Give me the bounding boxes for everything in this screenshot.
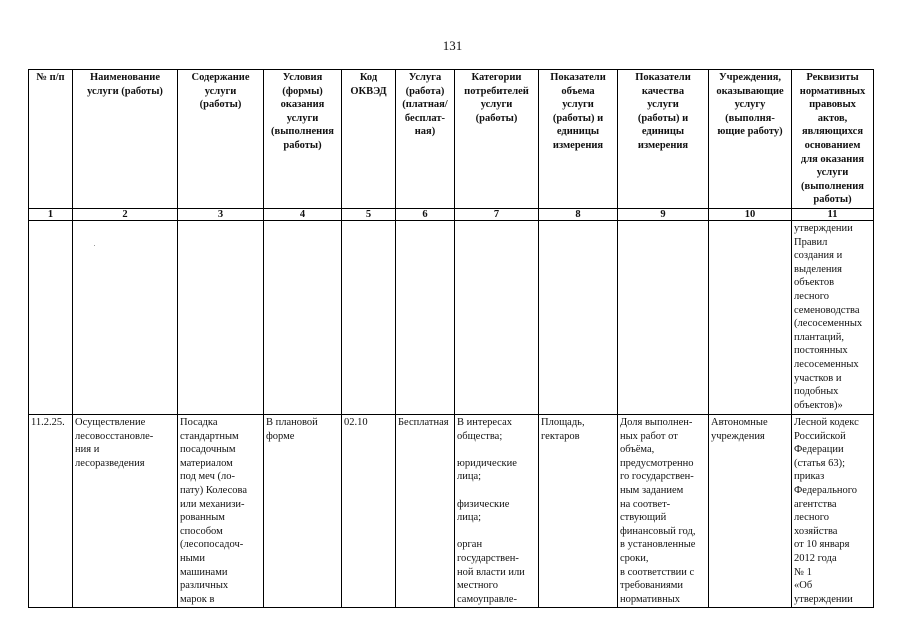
text-line: для оказания bbox=[800, 153, 865, 165]
text-line: лесного bbox=[794, 290, 829, 302]
consumer-categories-cell bbox=[455, 415, 539, 608]
consumer-legal-entities bbox=[457, 457, 536, 484]
text-line: требованиями bbox=[620, 580, 684, 592]
text-line: услуги bbox=[480, 99, 513, 111]
text-line: (лесопосадоч- bbox=[180, 539, 244, 551]
text-line: (работы) и bbox=[637, 112, 689, 124]
header-col-10 bbox=[709, 70, 792, 209]
text-line: единицы bbox=[641, 126, 685, 138]
text-line: правовых bbox=[809, 99, 856, 111]
text-line: ных работ от bbox=[620, 430, 678, 442]
text-line: финансовый год, bbox=[620, 525, 696, 537]
service-name-cell bbox=[73, 415, 178, 608]
text-line: объема bbox=[561, 85, 595, 97]
text-line: услуги bbox=[204, 85, 237, 97]
text-line: на соответ- bbox=[620, 498, 671, 510]
continued-acts-cell bbox=[792, 221, 874, 415]
text-line: плантаций, bbox=[794, 331, 844, 343]
text-line: ными bbox=[180, 552, 205, 564]
empty-cell bbox=[618, 221, 709, 415]
text-line: стандартным bbox=[180, 430, 239, 442]
text-line: нормативных bbox=[620, 593, 681, 605]
text-line: самоуправле- bbox=[457, 593, 517, 605]
text-line: лица; bbox=[457, 471, 482, 483]
text-line: участков и bbox=[794, 372, 842, 384]
column-number: 8 bbox=[539, 209, 618, 221]
text-line: работы) bbox=[813, 194, 852, 206]
text-line: Посадка bbox=[180, 417, 218, 428]
text-line: пату) Колесова bbox=[180, 484, 247, 496]
text-line: бесплат- bbox=[404, 112, 446, 124]
empty-cell bbox=[264, 221, 342, 415]
text-line: утверждении bbox=[794, 223, 853, 234]
header-col-11 bbox=[792, 70, 874, 209]
text-line: являющихся bbox=[801, 126, 863, 138]
text-line: услугу bbox=[734, 99, 766, 111]
column-number: 10 bbox=[709, 209, 792, 221]
text-line: рованным bbox=[180, 512, 225, 524]
text-line: ствующий bbox=[620, 512, 667, 524]
empty-cell bbox=[539, 221, 618, 415]
text-line: Федерации bbox=[794, 444, 844, 456]
text-line: Показатели bbox=[635, 72, 691, 83]
text-line: ОКВЭД bbox=[350, 85, 387, 97]
text-line: актов, bbox=[817, 112, 848, 124]
text-line: в соответствии с bbox=[620, 566, 695, 578]
text-line: ния и bbox=[75, 444, 100, 456]
text-line: услуги bbox=[647, 99, 679, 111]
text-line: (лесосеменных bbox=[794, 318, 863, 330]
text-line: машинами bbox=[180, 566, 228, 578]
column-number: 3 bbox=[178, 209, 264, 221]
text-line: лица; bbox=[457, 512, 482, 524]
text-line: (работа) bbox=[405, 85, 445, 97]
service-content-cell bbox=[178, 415, 264, 608]
text-line: под меч (ло- bbox=[180, 471, 235, 483]
consumer-authorities bbox=[457, 538, 536, 606]
text-line: измерения bbox=[637, 139, 689, 151]
text-line: лесного bbox=[794, 512, 829, 524]
text-line: объектов)» bbox=[794, 399, 843, 411]
text-line: создания и bbox=[794, 250, 843, 262]
text-line: (статья 63); bbox=[794, 457, 846, 469]
text-line: (работы) bbox=[475, 112, 518, 124]
text-line: ющие работу) bbox=[717, 126, 783, 138]
text-line: материалом bbox=[180, 457, 233, 469]
service-row bbox=[29, 415, 874, 608]
header-col-1 bbox=[29, 70, 73, 209]
text-line: лесосеменных bbox=[794, 358, 859, 370]
text-line: Российской bbox=[794, 430, 846, 442]
text-line: агентства bbox=[794, 498, 837, 510]
text-line: от 10 января bbox=[794, 539, 850, 551]
text-line: физические bbox=[457, 498, 510, 510]
text-line: В плановой bbox=[266, 417, 318, 428]
text-line: Федерального bbox=[794, 484, 858, 496]
text-line: объектов bbox=[794, 277, 835, 289]
quality-indicators-cell bbox=[618, 415, 709, 608]
text-line: Условия bbox=[282, 72, 323, 83]
text-line: Доля выполнен- bbox=[620, 417, 693, 428]
column-number: 4 bbox=[264, 209, 342, 221]
text-line: лесовосстановле- bbox=[75, 430, 154, 442]
text-line: нормативных bbox=[799, 85, 866, 97]
text-line: марок в bbox=[180, 593, 215, 605]
header-col-7 bbox=[455, 70, 539, 209]
text-line: (платная/ bbox=[402, 99, 448, 111]
text-line: утверждении bbox=[794, 593, 853, 605]
header-col-9 bbox=[618, 70, 709, 209]
text-line: или механизи- bbox=[180, 498, 245, 510]
service-form-cell bbox=[264, 415, 342, 608]
text-line: в установленные bbox=[620, 539, 696, 551]
text-line: подобных bbox=[794, 386, 839, 398]
column-number: 1 bbox=[29, 209, 73, 221]
column-number: 5 bbox=[342, 209, 396, 221]
text-line: го государствен- bbox=[620, 471, 694, 483]
text-line: объёма, bbox=[620, 444, 655, 456]
text-line: государствен- bbox=[457, 552, 519, 564]
header-col-4 bbox=[264, 70, 342, 209]
text-line: семеноводства bbox=[794, 304, 860, 316]
column-number: 11 bbox=[792, 209, 874, 221]
text-line: орган bbox=[457, 539, 483, 551]
empty-cell bbox=[455, 221, 539, 415]
text-line: хозяйства bbox=[794, 525, 838, 537]
header-col-6 bbox=[396, 70, 455, 209]
text-line: Учреждения, bbox=[718, 72, 782, 83]
text-line: выделения bbox=[794, 263, 842, 275]
text-line: приказ bbox=[794, 471, 825, 483]
text-line: (формы) bbox=[282, 85, 323, 97]
okved-code-cell: 02.10 bbox=[342, 415, 396, 608]
text-line: способом bbox=[180, 525, 223, 537]
text-line: местного bbox=[457, 580, 498, 592]
consumer-public bbox=[457, 416, 536, 443]
page-number: 131 bbox=[442, 38, 463, 53]
text-line: (выполнения bbox=[801, 180, 864, 192]
text-line: ная) bbox=[414, 126, 436, 138]
text-line: оказания bbox=[280, 99, 325, 111]
empty-cell bbox=[396, 221, 455, 415]
header-col-8 bbox=[539, 70, 618, 209]
text-line: учреждения bbox=[711, 430, 765, 442]
text-line: работы) bbox=[283, 139, 322, 151]
volume-indicators-cell bbox=[539, 415, 618, 608]
consumer-individuals bbox=[457, 498, 536, 525]
text-line: услуги (работы) bbox=[87, 85, 163, 97]
text-line: постоянных bbox=[794, 345, 848, 357]
text-line: Наименование bbox=[90, 72, 160, 83]
empty-cell bbox=[709, 221, 792, 415]
empty-cell bbox=[342, 221, 396, 415]
text-line: Услуга bbox=[408, 72, 442, 83]
scan-speck bbox=[94, 245, 95, 246]
text-line: лесоразведения bbox=[75, 457, 145, 469]
text-line: основанием bbox=[804, 139, 861, 151]
text-line: Осуществление bbox=[75, 417, 146, 428]
institutions-cell bbox=[709, 415, 792, 608]
text-line: юридические bbox=[457, 457, 517, 469]
text-line: Содержание bbox=[191, 72, 250, 83]
text-line: Категории bbox=[471, 72, 522, 83]
header-col-3 bbox=[178, 70, 264, 209]
text-line: качества bbox=[641, 85, 685, 97]
column-number: 7 bbox=[455, 209, 539, 221]
text-line: услуги bbox=[816, 167, 849, 179]
text-line: 2012 года bbox=[794, 552, 837, 564]
text-line: оказывающие bbox=[716, 85, 784, 97]
column-number: 2 bbox=[73, 209, 178, 221]
text-line: В интересах bbox=[457, 417, 512, 428]
empty-cell bbox=[178, 221, 264, 415]
header-col-5 bbox=[342, 70, 396, 209]
header-row bbox=[29, 70, 874, 209]
text-line: услуги bbox=[286, 112, 319, 124]
column-number: 6 bbox=[396, 209, 455, 221]
header-col-2 bbox=[73, 70, 178, 209]
text-line: Показатели bbox=[550, 72, 606, 83]
text-line: гектаров bbox=[541, 430, 580, 442]
text-line: (работы) и bbox=[552, 112, 604, 124]
text-line: единицы bbox=[556, 126, 600, 138]
text-line: ным заданием bbox=[620, 484, 684, 496]
paid-status-cell: Бесплатная bbox=[396, 415, 455, 608]
text-line: форме bbox=[266, 430, 295, 442]
continued-row bbox=[29, 221, 874, 415]
text-line: общества; bbox=[457, 430, 503, 442]
text-line: ной власти или bbox=[457, 566, 525, 578]
services-table bbox=[28, 69, 874, 608]
text-line: (выполня- bbox=[725, 112, 775, 124]
empty-cell bbox=[73, 221, 178, 415]
text-line: Лесной кодекс bbox=[794, 417, 859, 428]
text-line: Правил bbox=[794, 236, 828, 248]
text-line: услуги bbox=[562, 99, 594, 111]
text-line: различных bbox=[180, 580, 229, 592]
text-line: измерения bbox=[552, 139, 604, 151]
text-line: потребителей bbox=[464, 85, 529, 97]
text-line: № п/п bbox=[36, 72, 65, 83]
text-line: предусмотренно bbox=[620, 457, 694, 469]
text-line: (выполнения bbox=[271, 126, 334, 138]
text-line: Реквизиты bbox=[806, 72, 859, 83]
text-line: № 1 bbox=[794, 566, 812, 578]
text-line: «Об bbox=[794, 580, 813, 592]
text-line: сроки, bbox=[620, 552, 649, 564]
column-number: 9 bbox=[618, 209, 709, 221]
row-number: 11.2.25. bbox=[29, 415, 73, 608]
text-line: Код bbox=[359, 72, 378, 83]
column-number-row bbox=[29, 209, 874, 221]
empty-cell bbox=[29, 221, 73, 415]
legal-acts-cell bbox=[792, 415, 874, 608]
text-line: Площадь, bbox=[541, 417, 585, 428]
text-line: посадочным bbox=[180, 444, 236, 456]
text-line: Автономные bbox=[711, 417, 768, 428]
text-line: (работы) bbox=[199, 99, 242, 111]
